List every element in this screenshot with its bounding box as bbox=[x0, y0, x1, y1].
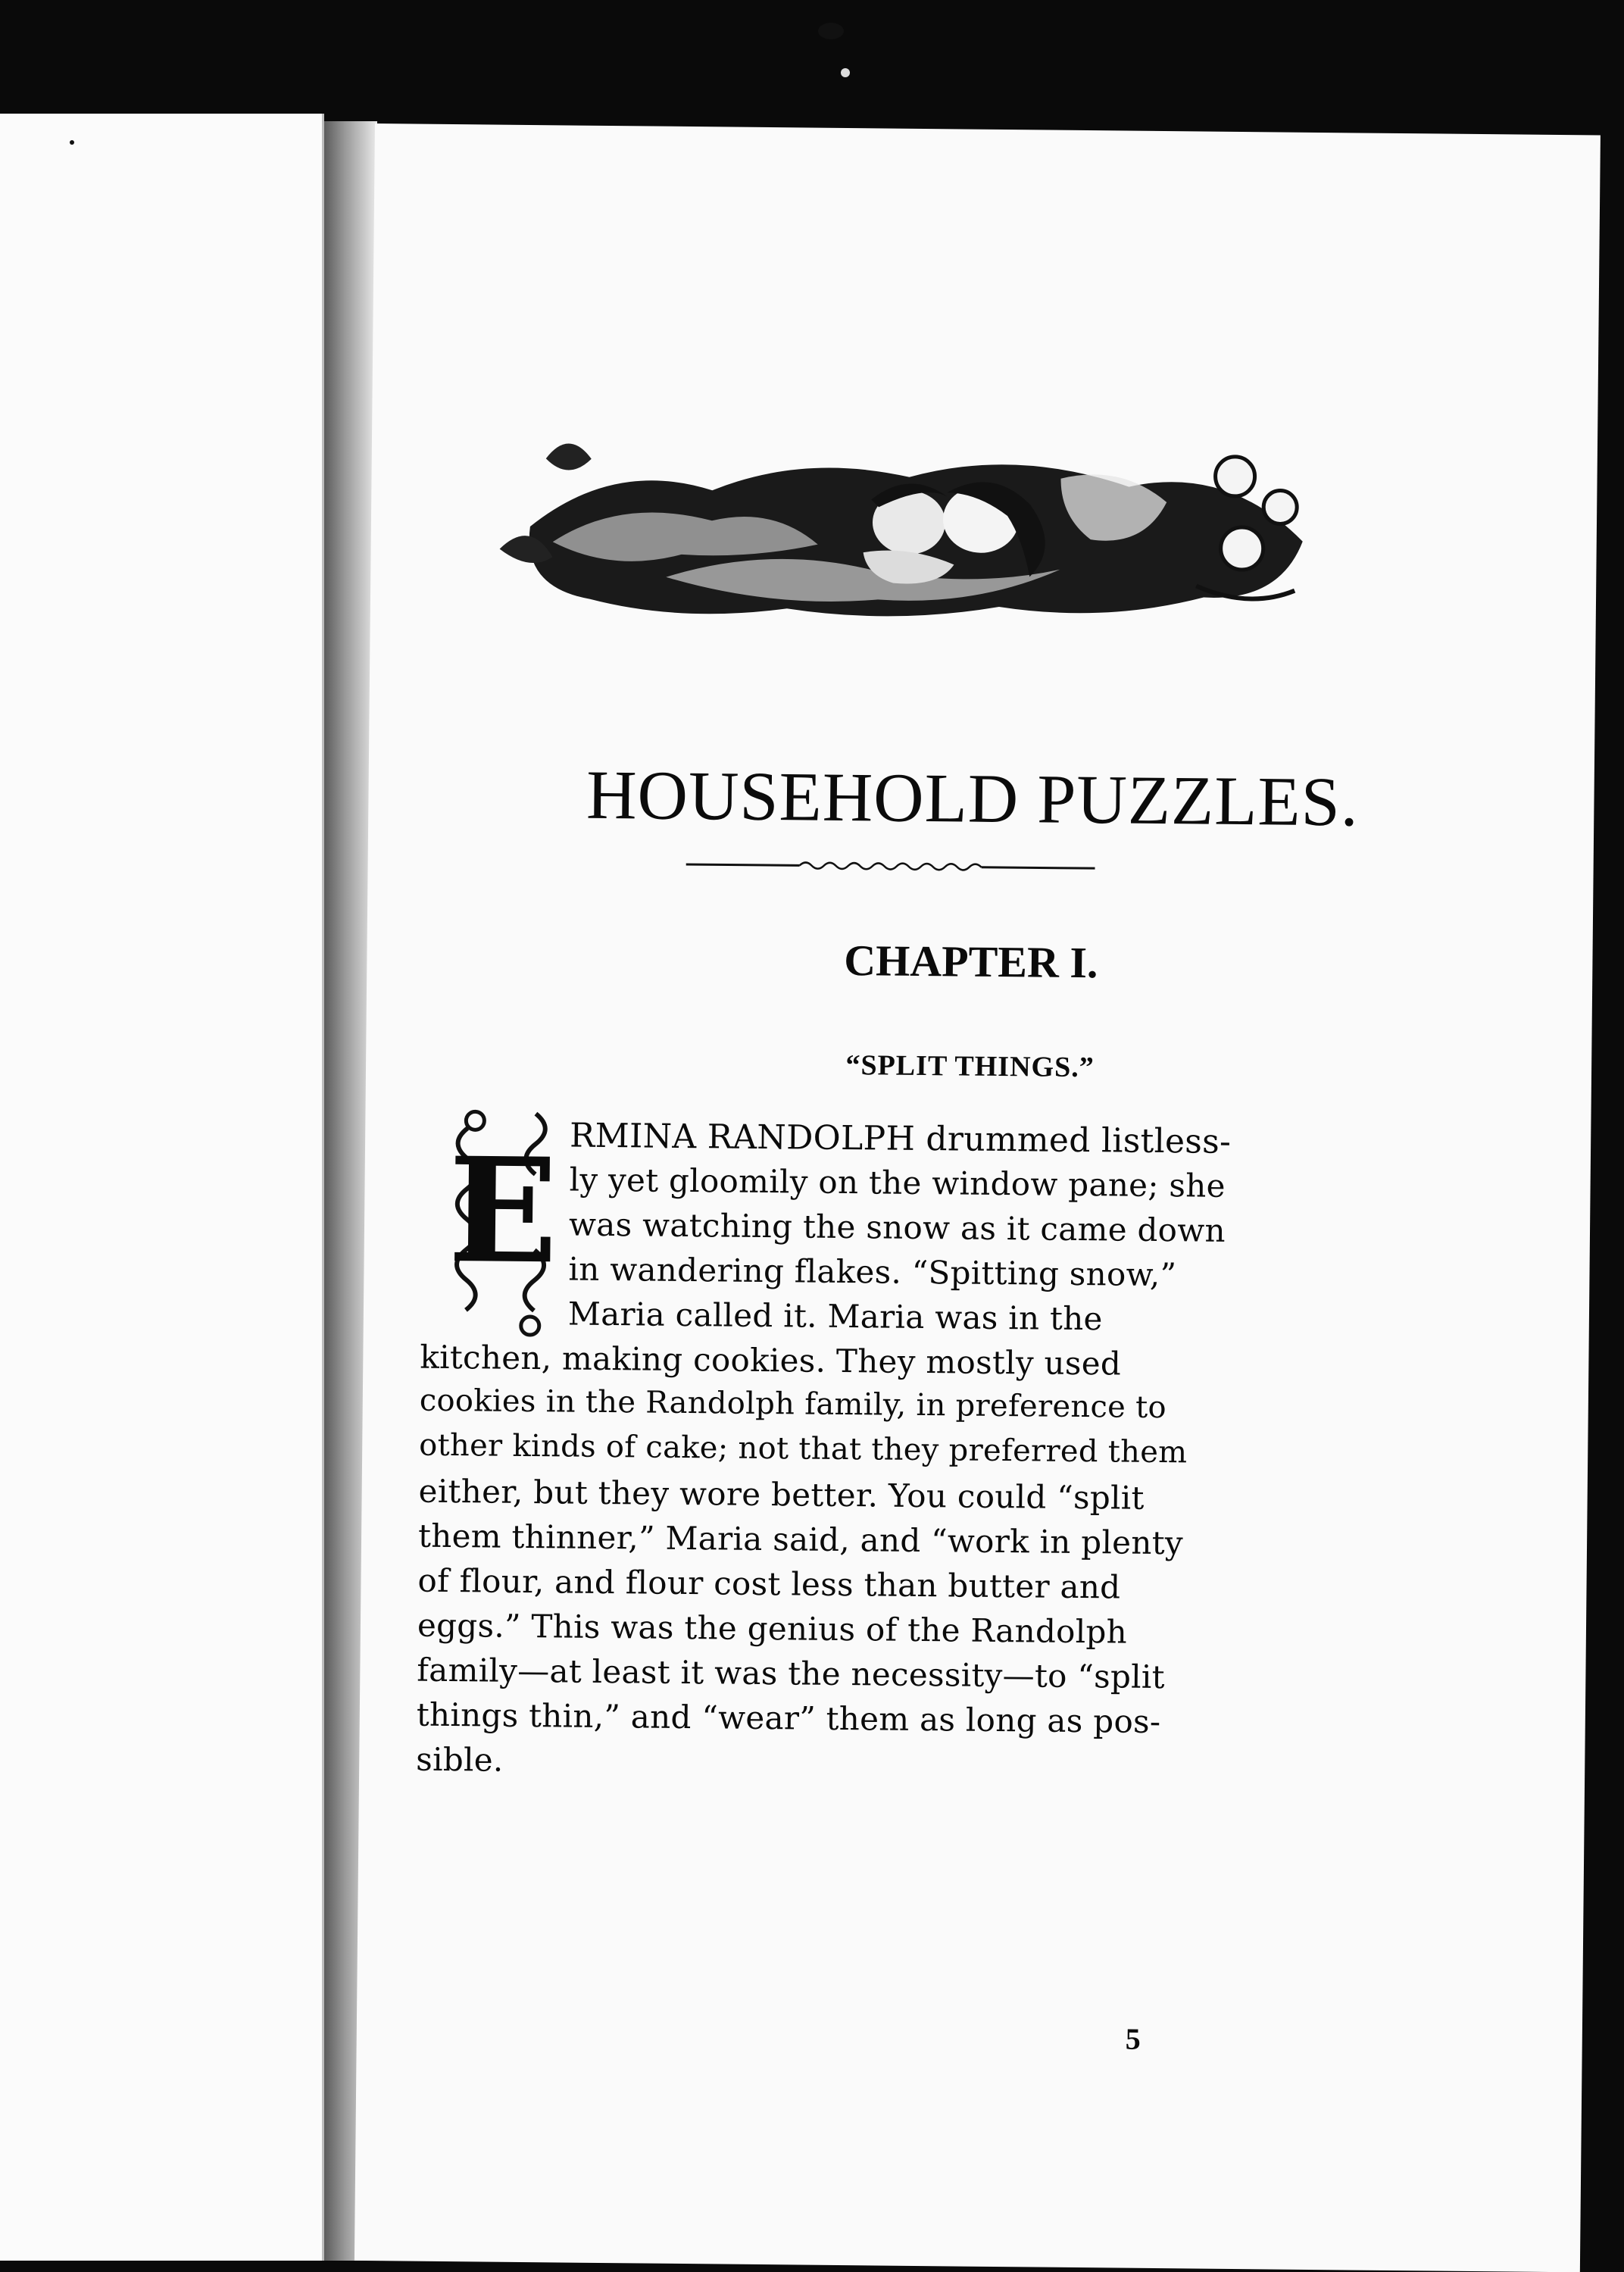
scan-speck bbox=[818, 23, 844, 39]
body-line: RMINA RANDOLPH drummed listless- bbox=[569, 1116, 1232, 1161]
body-line: kitchen, making cookies. They mostly used bbox=[420, 1338, 1122, 1383]
scan-speck bbox=[841, 68, 850, 77]
scan-speck bbox=[70, 140, 74, 145]
chapter-subtitle: “SPLIT THINGS.” bbox=[845, 1049, 1095, 1084]
body-line: cookies in the Randolph family, in preference to bbox=[419, 1383, 1167, 1426]
body-line: ly yet gloomily on the window pane; she bbox=[569, 1161, 1226, 1205]
body-line: family—at least it was the necessity—to “split bbox=[417, 1651, 1166, 1696]
body-line: other kinds of cake; not that they preferred them bbox=[419, 1427, 1188, 1470]
book-page bbox=[354, 123, 1601, 2272]
book-title: HOUSEHOLD PUZZLES. bbox=[586, 755, 1360, 841]
body-line: sible. bbox=[416, 1740, 504, 1779]
body-line: Maria called it. Maria was in the bbox=[567, 1295, 1103, 1338]
ornamental-drop-cap bbox=[443, 1098, 559, 1341]
body-line: eggs.” This was the genius of the Randolph bbox=[417, 1606, 1128, 1651]
vignette-illustration bbox=[484, 427, 1335, 640]
body-line: things thin,” and “wear” them as long as pos- bbox=[416, 1695, 1161, 1741]
drop-cap-letter: E bbox=[447, 1126, 559, 1296]
left-page-blank bbox=[0, 114, 324, 2261]
body-line: in wandering flakes. “Spitting snow,” bbox=[568, 1250, 1177, 1294]
body-line: either, but they wore better. You could “split bbox=[418, 1472, 1145, 1517]
body-line: them thinner,” Maria said, and “work in plenty bbox=[417, 1517, 1184, 1562]
chapter-heading: CHAPTER I. bbox=[844, 935, 1098, 988]
body-line: was watching the snow as it came down bbox=[568, 1205, 1226, 1249]
page-number: 5 bbox=[1125, 2021, 1141, 2056]
decorative-rule bbox=[686, 854, 1095, 879]
body-line: of flour, and flour cost less than butter and bbox=[417, 1561, 1121, 1606]
